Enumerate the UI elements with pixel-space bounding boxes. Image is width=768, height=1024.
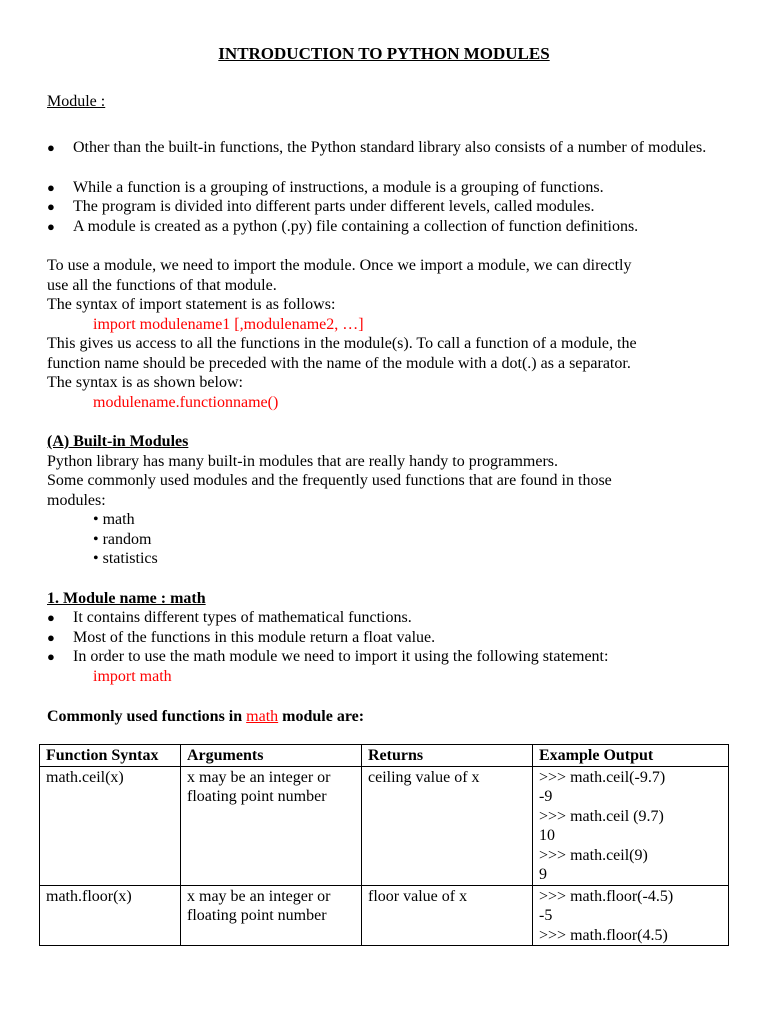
header-example-output: Example Output xyxy=(533,745,729,767)
paragraph-line: Some commonly used modules and the frequently used functions that are found in those xyxy=(47,472,612,489)
page-title: INTRODUCTION TO PYTHON MODULES xyxy=(218,44,550,63)
module-bullet-3 xyxy=(47,197,737,217)
module-list-item: • math xyxy=(93,511,135,528)
header-returns: Returns xyxy=(362,745,533,767)
cell-syntax: math.ceil(x) xyxy=(40,766,181,885)
math-bullet-1 xyxy=(47,608,737,628)
example-line: 10 xyxy=(539,827,555,844)
table-row xyxy=(40,766,729,885)
table-header-row xyxy=(40,745,729,767)
table-caption-suffix: module are: xyxy=(278,708,365,725)
call-syntax: modulename.functionname() xyxy=(93,394,279,411)
table-row xyxy=(40,885,729,946)
example-line: >>> math.ceil(-9.7) xyxy=(539,768,666,786)
module-bullet-text: Other than the built-in functions, the Python standard library also consists of a number of modules. xyxy=(73,139,707,156)
paragraph-line: The syntax is as shown below: xyxy=(47,374,243,391)
module-bullet-text: The program is divided into different parts under different levels, called modules. xyxy=(73,198,595,215)
module-bullet-4 xyxy=(47,217,737,237)
paragraph-line: function name should be preceded with the name of the module with a dot(.) as a separator. xyxy=(47,355,631,372)
table-caption-prefix: Commonly used functions in xyxy=(47,708,247,725)
math-bullet-text: In order to use the math module we need to import it using the following statement: xyxy=(73,648,609,665)
math-bullet-3 xyxy=(47,647,737,667)
import-math-syntax: import math xyxy=(93,668,172,685)
table-caption xyxy=(47,707,364,726)
math-bullet-text: Most of the functions in this module return a float value. xyxy=(73,629,436,646)
cell-returns: floor value of x xyxy=(362,885,533,946)
cell-example xyxy=(533,766,729,885)
paragraph-line: This gives us access to all the functions in the module(s). To call a function of a module, the xyxy=(47,335,637,352)
paragraph-line: use all the functions of that module. xyxy=(47,277,277,294)
module-bullet-2 xyxy=(47,178,737,198)
paragraph-line: modules: xyxy=(47,492,106,509)
bullet-icon: ● xyxy=(47,219,55,234)
example-line: -9 xyxy=(539,788,553,805)
paragraph-line: The syntax of import statement is as follows: xyxy=(47,296,336,313)
module-heading: Module : xyxy=(47,93,106,110)
module-list-item: • random xyxy=(93,531,152,548)
example-line: 9 xyxy=(539,866,547,883)
example-line: >>> math.floor(-4.5) xyxy=(539,887,674,905)
math-bullet-text: It contains different types of mathematical functions. xyxy=(73,609,412,626)
bullet-icon: ● xyxy=(47,140,55,155)
cell-arguments: x may be an integer or floating point number xyxy=(181,885,362,946)
example-line: >>> math.ceil (9.7) xyxy=(539,807,664,825)
module-bullet-text: While a function is a grouping of instructions, a module is a grouping of functions. xyxy=(73,179,604,196)
header-arguments: Arguments xyxy=(181,745,362,767)
example-line: >>> math.floor(4.5) xyxy=(539,926,668,944)
cell-returns: ceiling value of x xyxy=(362,766,533,885)
cell-example xyxy=(533,885,729,946)
example-line: >>> math.ceil(9) xyxy=(539,846,648,864)
paragraph-line: Python library has many built-in modules that are really handy to programmers. xyxy=(47,453,558,470)
bullet-icon: ● xyxy=(47,610,55,625)
header-function-syntax: Function Syntax xyxy=(40,745,181,767)
module-bullet-text: A module is created as a python (.py) file containing a collection of function definitions. xyxy=(73,218,639,235)
bullet-icon: ● xyxy=(47,180,55,195)
table-caption-math: math xyxy=(246,708,279,725)
bullet-icon: ● xyxy=(47,630,55,645)
bullet-icon: ● xyxy=(47,199,55,214)
cell-syntax: math.floor(x) xyxy=(40,885,181,946)
paragraph-line: To use a module, we need to import the module. Once we import a module, we can directly xyxy=(47,257,632,274)
cell-arguments: x may be an integer or floating point number xyxy=(181,766,362,885)
bullet-icon: ● xyxy=(47,649,55,664)
example-line: -5 xyxy=(539,907,553,924)
math-heading: 1. Module name : math xyxy=(47,590,206,607)
module-bullet-1 xyxy=(47,138,737,158)
module-list-item: • statistics xyxy=(93,550,158,567)
math-bullet-2 xyxy=(47,628,737,648)
functions-table xyxy=(39,744,729,946)
import-syntax: import modulename1 [,modulename2, …] xyxy=(93,316,364,333)
builtin-heading: (A) Built-in Modules xyxy=(47,433,189,450)
